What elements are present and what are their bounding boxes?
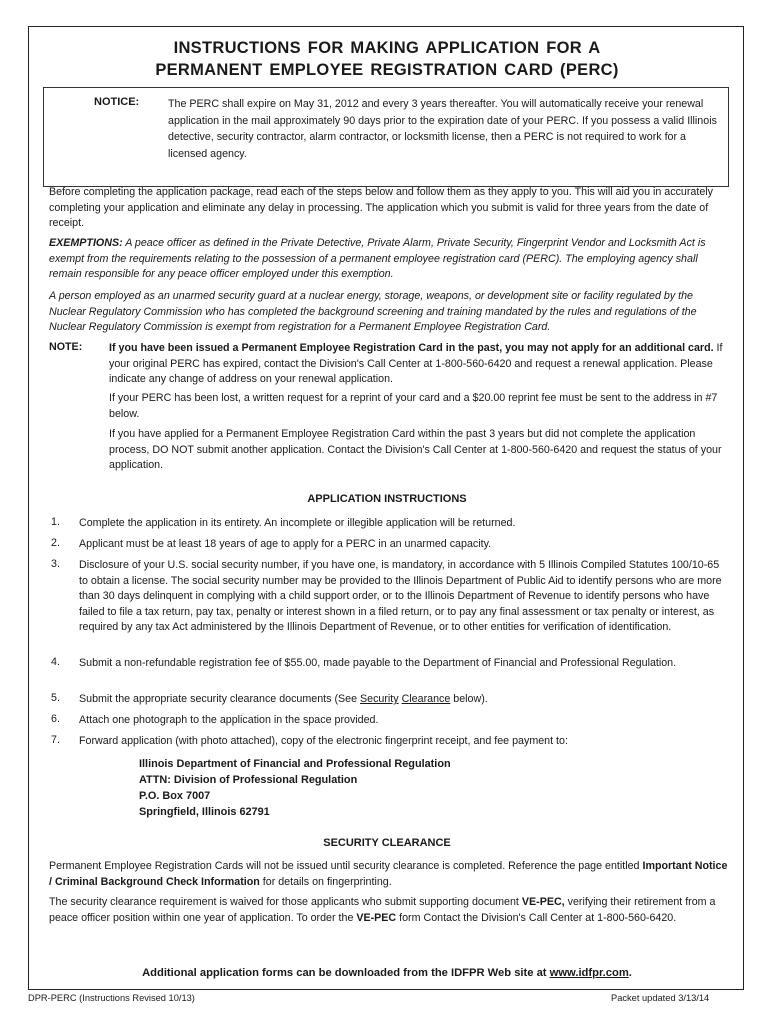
mailing-address xyxy=(139,756,451,820)
address-line: Illinois Department of Financial and Professional Regulation xyxy=(139,758,451,770)
form-revision-label: DPR-PERC (Instructions Revised 10/13) xyxy=(28,993,195,1003)
application-instructions-heading: APPLICATION INSTRUCTIONS xyxy=(307,493,467,505)
item-number: 2. xyxy=(51,537,60,549)
address-line: ATTN: Division of Professional Regulation xyxy=(139,774,358,786)
note-p1-rest: If your original PERC has expired, contact the Division's Call Center at 1-800-560-6420 and request a renewal application. Please indicate any change of address on your renewal application. xyxy=(109,342,723,385)
instruction-item: Attach one photograph to the application in the space provided. xyxy=(79,714,379,726)
instruction-item: Submit a non-refundable registration fee of $55.00, made payable to the Department of Financial and Professional Regulation. xyxy=(79,657,677,669)
download-note xyxy=(29,967,745,979)
security-p2-bold2: VE-PEC xyxy=(356,911,397,924)
instruction-item: Complete the application in its entirety. An incomplete or illegible application will be returned. xyxy=(79,517,516,529)
security-paragraph-1 xyxy=(49,859,729,890)
security-p1-pre: Permanent Employee Registration Cards will not be issued until security clearance is completed. Reference the page entitled xyxy=(49,860,643,872)
notice-text: The PERC shall expire on May 31, 2012 and every 3 years thereafter. You will automatically receive your renewal application in the mail approximately 90 days prior to the expiration date of your PERC. If you possess a valid Illinois detective, security contractor, alarm contractor, or locksmith license, then a PERC is not required to work for a licensed agency. xyxy=(168,98,717,160)
intro-paragraph: Before completing the application package, read each of the steps below and follow them as they apply to you. This will aid you in accurately completing your application and eliminate any delay in processing. The application which you submit is valid for three years from the date of receipt. xyxy=(49,186,714,229)
security-p2-pre: The security clearance requirement is waived for those applicants who submit supporting document xyxy=(49,896,522,908)
note-label: NOTE: xyxy=(49,341,83,353)
exemptions-paragraph xyxy=(49,236,729,283)
security-clearance-heading: SECURITY CLEARANCE xyxy=(323,837,451,849)
instruction-item: Applicant must be at least 18 years of age to apply for a PERC in an unarmed capacity. xyxy=(79,538,492,550)
address-line: P.O. Box 7007 xyxy=(139,790,211,802)
item5-text-post: below). xyxy=(450,693,488,705)
item5-text-pre: Submit the appropriate security clearance documents (See xyxy=(79,693,360,705)
note-paragraph-3: If you have applied for a Permanent Employee Registration Card within the past 3 years but did not complete the application process, DO NOT submit another application. Contact the Division's Call Center at 1-800-560-6420 and request the status of your application. xyxy=(109,428,722,471)
note-p1-bold: If you have been issued a Permanent Employee Registration Card in the past, you may not apply for an additional card. xyxy=(109,342,714,354)
item-number: 3. xyxy=(51,558,60,570)
security-p2-post: form Contact the Division's Call Center at 1-800-560-6420. xyxy=(396,911,677,924)
item-number: 5. xyxy=(51,692,60,704)
item-number: 4. xyxy=(51,656,60,668)
security-p2-mid: verifying their retirement from a peace officer position within one year of application. To order the xyxy=(49,896,716,924)
download-period: . xyxy=(628,967,632,979)
instruction-item xyxy=(79,692,729,708)
title-line-2: PERMANENT EMPLOYEE REGISTRATION CARD (PERC) xyxy=(155,61,619,79)
item-number: 1. xyxy=(51,516,60,528)
notice-box xyxy=(43,87,729,187)
security-p2-bold1: VE-PEC, xyxy=(521,896,565,908)
document-frame xyxy=(28,26,744,990)
instruction-item: Disclosure of your U.S. social security number, if you have one, is mandatory, in accordance with 5 Illinois Compiled Statutes 100/10-65 to obtain a license. The social security number may be provided to the Illinois Department of Public Aid to identify persons who are more than 30 days delinquent in complying with a child support order, or to the Illinois Department of Revenue to identify persons who have failed to file a tax return, pay tax, penalty or interest shown in a filed return, or to pay any final assessment or tax penalty or interest, as required by any tax Act administered by the Illinois Department of Revenue, or to other entities for verification of identification. xyxy=(79,559,722,633)
packet-updated-label: Packet updated 3/13/14 xyxy=(611,993,710,1003)
document-title xyxy=(29,37,745,81)
instruction-item: Forward application (with photo attached), copy of the electronic fingerprint receipt, and fee payment to: xyxy=(79,735,568,747)
exemptions-text: A peace officer as defined in the Private Detective, Private Alarm, Private Security, Fingerprint Vendor and Locksmith Act is exempt from the requirements relating to the possession of a permanent employee registration card (PERC). The employing agency shall remain responsible for any peace officer employed under this exemption. xyxy=(49,237,706,280)
item-number: 7. xyxy=(51,734,60,746)
notice-label: NOTICE: xyxy=(94,96,140,108)
nuclear-exemption-paragraph: A person employed as an unarmed security guard at a nuclear energy, storage, weapons, or development site or facility regulated by the Nuclear Regulatory Commission who has completed the background screening and training mandated by the rules and regulations of the Nuclear Regulatory Commission is exempt from registration for a Permanent Employee Registration Card. xyxy=(49,290,697,333)
security-p1-post: for details on fingerprinting. xyxy=(259,875,392,888)
address-line: Springfield, Illinois 62791 xyxy=(139,806,270,818)
note-paragraph-2: If your PERC has been lost, a written request for a reprint of your card and a $20.00 reprint fee must be sent to the address in #7 below. xyxy=(109,392,718,420)
note-paragraph-1 xyxy=(109,341,729,388)
item-number: 6. xyxy=(51,713,60,725)
title-line-1: INSTRUCTIONS FOR MAKING APPLICATION FOR A xyxy=(173,39,601,57)
idfpr-website-link[interactable]: www.idfpr.com xyxy=(549,967,629,979)
security-link: Security xyxy=(360,693,399,705)
security-p1-bold: Important Notice / Criminal Background Check Information xyxy=(49,860,728,888)
security-paragraph-2 xyxy=(49,895,729,926)
download-text: Additional application forms can be downloaded from the IDFPR Web site at xyxy=(142,967,550,979)
exemptions-label: EXEMPTIONS: xyxy=(49,237,123,249)
clearance-link: Clearance xyxy=(401,693,451,705)
